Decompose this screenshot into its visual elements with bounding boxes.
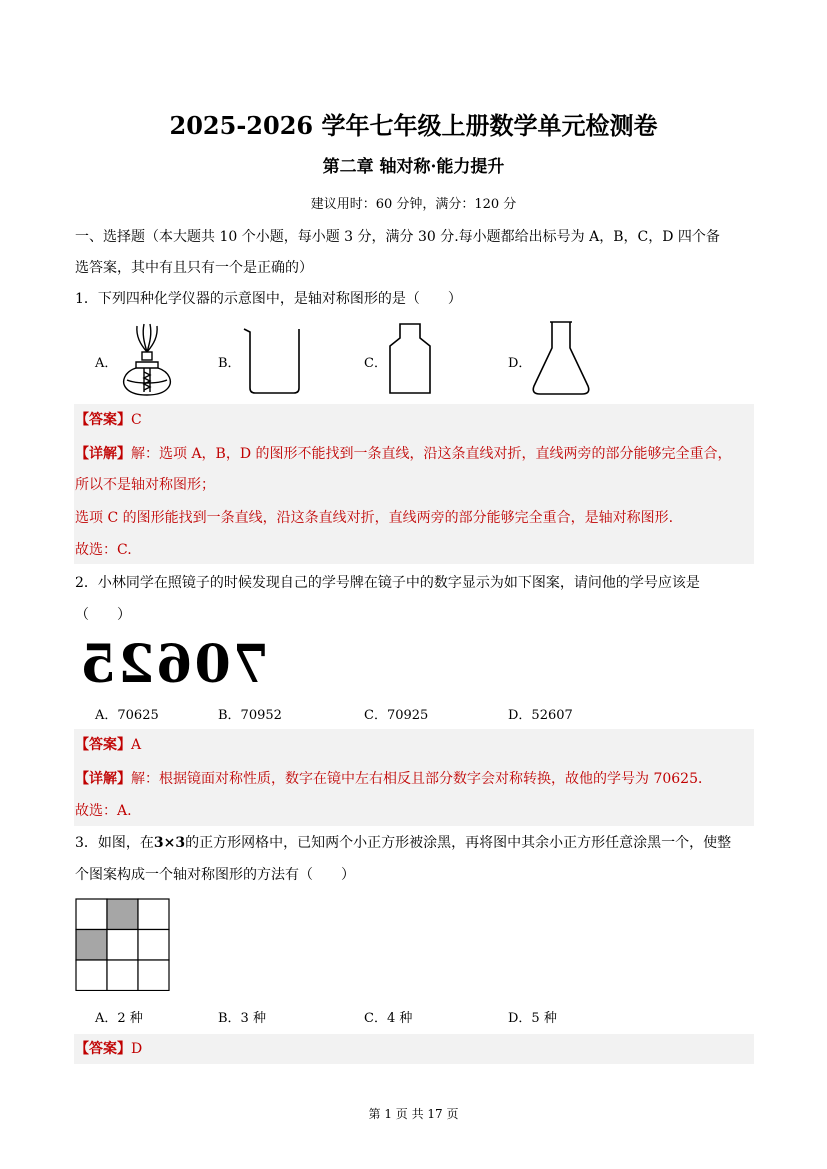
q3-stem-line2: 个图案构成一个轴对称图形的方法有（ ） <box>75 867 355 883</box>
q1-answer <box>75 405 755 435</box>
q3-stem-line1: 3．如图，在3×3的正方形网格中，已知两个小正方形被涂黑，再将图中其余小正方形任意涂黑一个，使整 <box>75 835 732 851</box>
q3-option-b: B．3 种 <box>218 1011 266 1026</box>
page-subtitle: 第二章 轴对称·能力提升 <box>322 157 505 177</box>
grid-cell <box>107 960 138 991</box>
alcohol-lamp-icon <box>118 322 176 398</box>
answer-value: A <box>131 737 142 753</box>
conical-flask-icon <box>528 320 594 398</box>
beaker-icon <box>242 326 306 396</box>
grid-cell-shaded <box>107 899 138 930</box>
q1-stem: 1．下列四种化学仪器的示意图中，是轴对称图形的是（ ） <box>75 291 462 307</box>
q3-option-d: D．5 种 <box>508 1011 557 1026</box>
mirrored-number: 70625 <box>78 634 269 695</box>
q2-detail-line1: 【详解】解：根据镜面对称性质，数字在镜中左右相反且部分数字会对称转换，故他的学号为 70625． <box>75 771 712 787</box>
grid-cell <box>76 899 107 930</box>
q2-option-c: C．70925 <box>364 708 429 723</box>
detail-tag: 【详解】 <box>75 446 131 462</box>
q2-stem-line1: 2．小林同学在照镜子的时候发现自己的学号牌在镜子中的数字显示为如下图案，请问他的学号应该是 <box>75 575 700 591</box>
q1-option-c: C． <box>364 356 387 371</box>
answer-tag: 【答案】 <box>75 412 131 428</box>
q1-detail-line4: 故选：C. <box>75 542 132 558</box>
section-intro-line2: 选答案，其中有且只有一个是正确的） <box>75 260 313 276</box>
q1-option-b: B． <box>218 356 241 371</box>
detail-tag: 【详解】 <box>75 771 131 787</box>
q2-option-d: D．52607 <box>508 708 573 723</box>
q3-option-c: C．4 种 <box>364 1011 413 1026</box>
grid-cell <box>138 960 169 991</box>
section-intro-line1: 一、选择题（本大题共 10 个小题，每小题 3 分，满分 30 分.每小题都给出标号为 A，B，C，D 四个备 <box>75 229 720 245</box>
q1-detail-line2: 所以不是轴对称图形； <box>75 477 215 493</box>
q2-stem-line2: （ ） <box>75 607 131 623</box>
answer-value: D <box>131 1041 143 1057</box>
q1-detail-line3: 选项 C 的图形能找到一条直线，沿这条直线对折，直线两旁的部分能够完全重合，是轴对称图形. <box>75 510 674 526</box>
q3-answer <box>75 1034 755 1064</box>
q3-option-a: A．2 种 <box>95 1011 143 1026</box>
page-title: 2025-2026 学年七年级上册数学单元检测卷 <box>169 111 658 140</box>
reagent-bottle-icon <box>386 322 434 396</box>
q2-option-b: B．70952 <box>218 708 282 723</box>
grid-cell-shaded <box>76 930 107 961</box>
time-info: 建议用时：60 分钟，满分：120 分 <box>310 197 517 212</box>
q2-option-a: A．70625 <box>95 708 159 723</box>
q1-detail-line1: 【详解】解：选项 A，B，D 的图形不能找到一条直线，沿这条直线对折，直线两旁的部分能够完全重合， <box>75 446 732 462</box>
answer-tag: 【答案】 <box>75 737 131 753</box>
grid-cell <box>76 960 107 991</box>
page-number: 第 1 页 共 17 页 <box>368 1107 459 1121</box>
grid-cell <box>138 899 169 930</box>
answer-tag: 【答案】 <box>75 1041 131 1057</box>
square-grid <box>75 898 171 991</box>
q1-option-d: D． <box>508 356 532 371</box>
answer-value: C <box>131 412 142 428</box>
q1-option-a: A． <box>95 356 118 371</box>
grid-cell <box>107 930 138 961</box>
grid-cell <box>138 930 169 961</box>
q2-answer <box>75 730 755 760</box>
grid-size: 3×3 <box>153 835 186 851</box>
q2-detail-line2: 故选：A. <box>75 803 132 819</box>
